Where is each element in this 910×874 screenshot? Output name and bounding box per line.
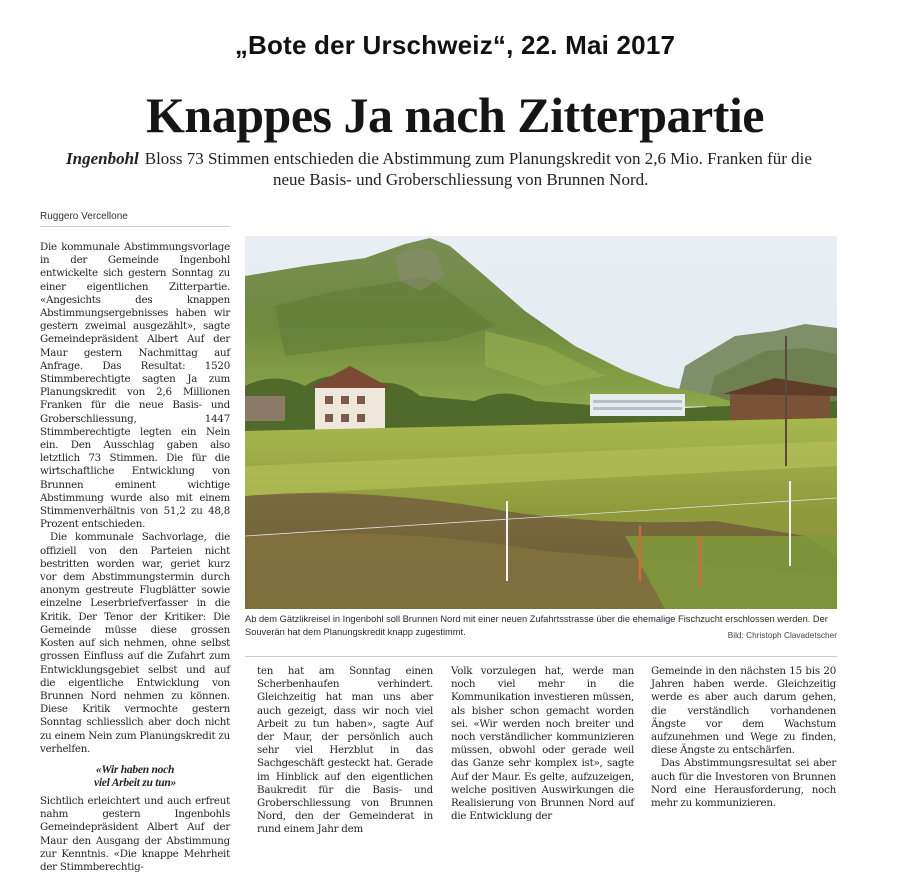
col1-paragraph-3: Sichtlich erleichtert und auch erfreut nahm gestern Ingenbohls Gemeindepräsident Albert Auf der Maur den Ausgang der Abstimmung zur Kenntnis. «Die knappe Mehrheit der Stimmberechtig- <box>40 794 230 873</box>
lead-line-2: neue Basis- und Groberschliessung von Brunnen Nord. <box>273 170 649 189</box>
subheading <box>40 764 230 790</box>
article-headline: Knappes Ja nach Zitterpartie <box>146 87 764 143</box>
lead-line-1: Bloss 73 Stimmen entschieden die Abstimmung zum Planungskredit von 2,6 Mio. Franken für die <box>144 149 812 168</box>
lead-place: Ingenbohl <box>66 149 139 168</box>
col1-paragraph-2: Die kommunale Sachvorlage, die offiziell von den Parteien nicht bestritten worden war, geriet kurz vor dem Abstimmungstermin durch anonym gestreute Flugblätter sowie einzelne Leserbriefverfasser in die Kritik. Der Tenor der Kritiker: Die Gemeinde müsse diese grossen Kosten auf sich nehmen, ohne selbst grossen Einfluss auf die Zufahrt zum Entwicklungsgebiet selbst und auf die eigentliche Entwicklung von Brunnen Nord nehmen zu können. Diese Kritik vermochte gestern Sonntag schliesslich aber doch nicht zu einem Nein zum Planungskredit zu verhelfen. <box>40 531 230 755</box>
column-4 <box>651 665 836 810</box>
photo-caption: Ab dem Gätzlikreisel in Ingenbohl soll Brunnen Nord mit einer neuen Zufahrtsstrasse über die ehemalige Fischzucht erschlossen werden. Der Souverän hat dem Planungskredit knapp zugestimmt. <box>245 614 828 637</box>
col2-paragraph: ten hat am Sonntag einen Scherbenhaufen verhindert. Gleichzeitig hat man uns aber auch gezeigt, dass wir noch viel Arbeit zu tun haben», sagte Auf der Maur, der persönlich auch sehr viel Herzblut in das Sachgeschäft gesteckt hat. Gerade im Hinblick auf den eigentlichen Baukredit für die Basis- und Groberschliessung von Brunnen Nord, den der Gemeinderat in rund einem Jahr dem <box>257 665 433 836</box>
byline-divider <box>40 226 230 227</box>
subheading-line-2: viel Arbeit zu tun» <box>93 776 177 789</box>
author-byline: Ruggero Vercellone <box>40 211 128 222</box>
column-1 <box>40 241 230 874</box>
photo-credit: Bild: Christoph Clavadetscher <box>727 630 837 640</box>
column-3 <box>451 665 634 823</box>
col1-paragraph-1: Die kommunale Abstimmungsvorlage in der Gemeinde Ingenbohl entwickelte sich gestern Sonntag zu einer eigentlichen Zitterpartie. «Angesichts des knappen Abstimmungsergebnisses haben wir gestern zweimal ausgezählt», sagte Gemeindepräsident Albert Auf der Maur gestern Nachmittag auf Anfrage. Das Resultat: 1520 Stimmberechtigte sagten Ja zum Planungskredit von 2,6 Millionen Franken für die neue Basis- und Groberschliessung, 1447 Stimmberechtigte legten ein Nein ein. Den Ausschlag gaben also letztlich 73 Stimmen. Die für die wirtschaftliche Entwicklung von Brunnen eminent wichtige Abstimmung wurde also mit einem Stimmenverhältnis von 51,2 zu 48,8 Prozent entschieden. <box>40 241 230 531</box>
col4-paragraph-1: Gemeinde in den nächsten 15 bis 20 Jahren haben werde. Gleichzeitig werde es aber auch darum gehen, die verständlich vorhandenen Ängste vor dem Wachstum aufzunehmen und Wege zu finden, diese Ängste zu entschärfen. <box>651 665 836 757</box>
newspaper-source-line: „Bote der Urschweiz“, 22. Mai 2017 <box>234 30 676 60</box>
subheading-line-1: «Wir haben noch <box>95 763 175 776</box>
landscape-photo <box>245 236 837 609</box>
column-2 <box>257 665 433 837</box>
col4-paragraph-2: Das Abstimmungsresultat sei aber auch für die Investoren von Brunnen Nord eine Herausforderung, noch mehr zu kommunizieren. <box>651 757 836 810</box>
caption-divider <box>245 656 837 657</box>
col3-paragraph: Volk vorzulegen hat, werde man noch viel mehr in die Kommunikation investieren müssen, als bisher schon gemacht worden sei. «Wir werden noch breiter und noch verständlicher kommunizieren müssen, obwohl oder gerade weil das Ganze sehr komplex ist», sagte Auf der Maur. Es gelte, aufzuzeigen, welche positiven Auswirkungen die Realisierung von Brunnen Nord auf die Entwicklung der <box>451 665 634 823</box>
article-photo <box>245 236 837 609</box>
article-lead <box>66 148 866 190</box>
